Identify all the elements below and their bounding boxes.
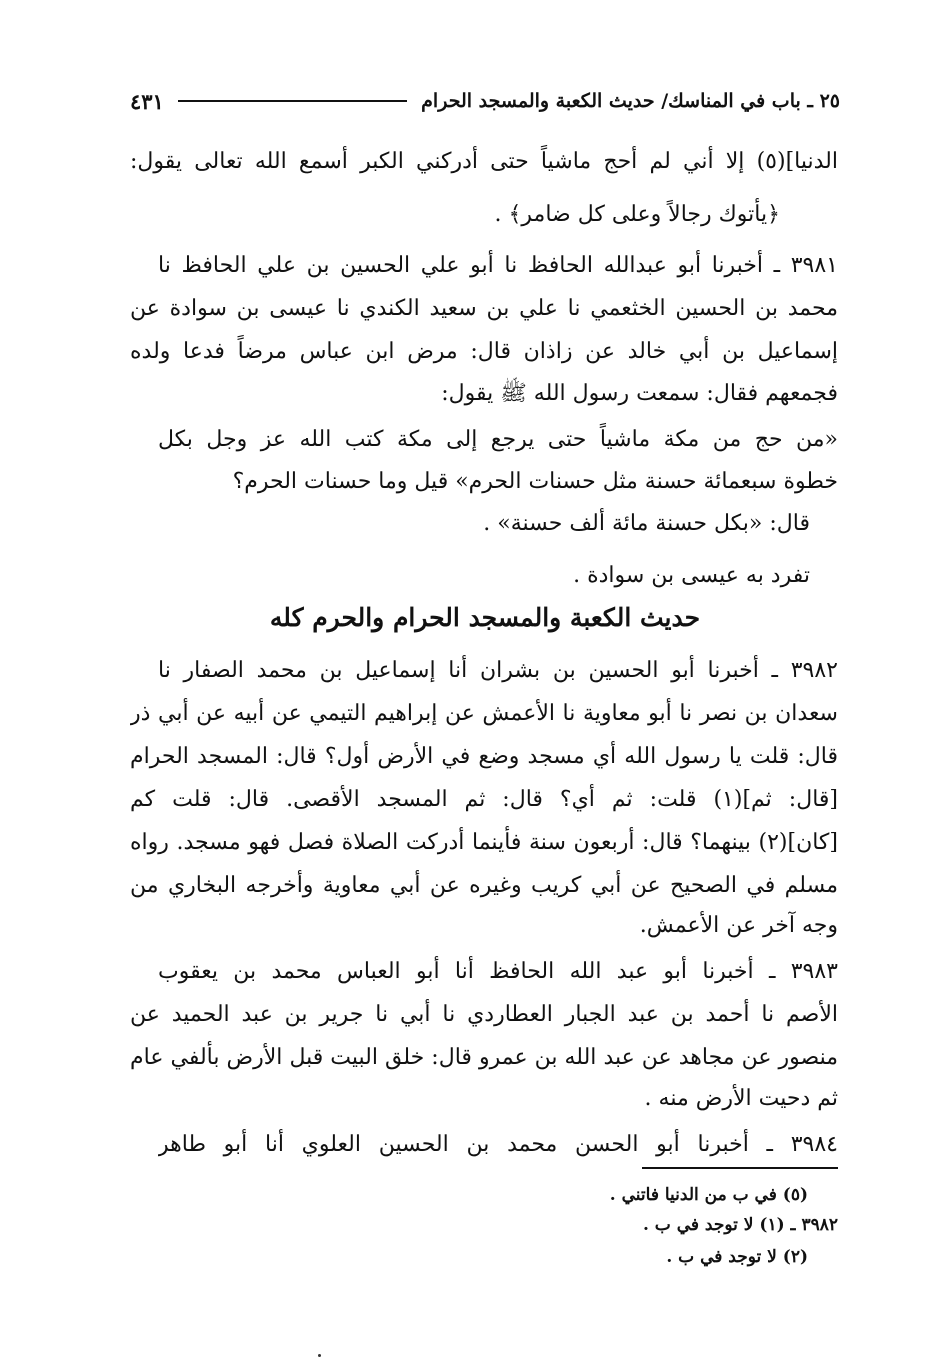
section-heading: حديث الكعبة والمسجد الحرام والحرم كله <box>269 603 701 632</box>
text-line: قال: قلت يا رسول الله أي مسجد وضع في الأرض أول؟ قال: المسجد الحرام <box>130 744 838 769</box>
text-line: منصور عن مجاهد عن عبد الله بن عمرو قال: خلق البيت قبل الأرض بألفي عام <box>130 1045 838 1070</box>
hadith-3984-line: ٣٩٨٤ ـ أخبرنا أبو الحسن محمد بن الحسين العلوي أنا أبو طاهر <box>158 1132 838 1157</box>
header-title: ٢٥ ـ باب في المناسك/ حديث الكعبة والمسجد الحرام <box>421 90 840 112</box>
page-number: ٤٣١ <box>130 88 164 114</box>
text-line: [قال: ثم](١) قلت: ثم أي؟ قال: ثم المسجد الأقصى. قال: قلت كم <box>130 787 838 812</box>
header-rule <box>178 100 407 102</box>
footnote: (٥) في ب من الدنيا فاتني . <box>609 1185 808 1205</box>
running-header <box>130 84 840 118</box>
text-line: [كان](٢) بينهما؟ قال: أربعون سنة فأينما أدركت الصلاة فصل فهو مسجد. رواه <box>130 830 838 855</box>
text-line: خطوة سبعمائة حسنة مثل حسنات الحرم» قيل وما حسنات الحرم؟ <box>232 469 838 494</box>
text-line: ثم دحيت الأرض منه . <box>644 1086 838 1111</box>
footnote: ٣٩٨٢ ـ (١) لا توجد في ب . <box>642 1215 838 1235</box>
hadith-3983-line: ٣٩٨٣ ـ أخبرنا أبو عبد الله الحافظ أنا أبو العباس محمد بن يعقوب <box>158 959 838 984</box>
text-line: قال: «بكل حسنة مائة ألف حسنة» . <box>483 511 810 536</box>
text-line: تفرد به عيسى بن سوادة . <box>573 563 810 588</box>
quran-verse-line: ﴿يأتوك رجالاً وعلى كل ضامر﴾ . <box>494 202 780 227</box>
hadith-3982-line: ٣٩٨٢ ـ أخبرنا أبو الحسين بن بشران أنا إسماعيل بن محمد الصفار نا <box>158 658 838 683</box>
text-line: وجه آخر عن الأعمش. <box>639 913 838 938</box>
text-line: إسماعيل بن أبي خالد عن زاذان قال: مرض ابن عباس مرضاً فدعا ولده <box>130 339 838 364</box>
hadith-3981-line: ٣٩٨١ ـ أخبرنا أبو عبدالله الحافظ نا أبو علي الحسين بن علي الحافظ نا <box>158 253 838 278</box>
footnote-rule <box>642 1167 838 1169</box>
text-line: فجمعهم فقال: سمعت رسول الله ﷺ يقول: <box>441 381 838 406</box>
footnote: (٢) لا توجد في ب . <box>666 1247 808 1267</box>
text-line: مسلم في الصحيح عن أبي كريب وغيره عن أبي معاوية وأخرجه البخاري من <box>130 873 838 898</box>
text-line: الأصم نا أحمد بن عبد الجبار العطاردي نا أبي نا جرير بن عبد الحميد عن <box>130 1002 838 1027</box>
quote-line: «من حج من مكة ماشياً حتى يرجع إلى مكة كتب الله عز وجل بكل <box>158 427 838 452</box>
text-line: سعدان بن نصر نا أبو معاوية نا الأعمش عن إبراهيم التيمي عن أبيه عن أبي ذر <box>130 701 838 726</box>
text-line: الدنيا](٥) إلا أني لم أحج ماشياً حتى أدركني الكبر أسمع الله تعالى يقول: <box>130 149 838 174</box>
text-line: محمد بن الحسين الخثعمي نا علي بن سعيد الكندي نا عيسى بن سوادة عن <box>130 296 838 321</box>
scan-speck <box>318 1354 321 1357</box>
